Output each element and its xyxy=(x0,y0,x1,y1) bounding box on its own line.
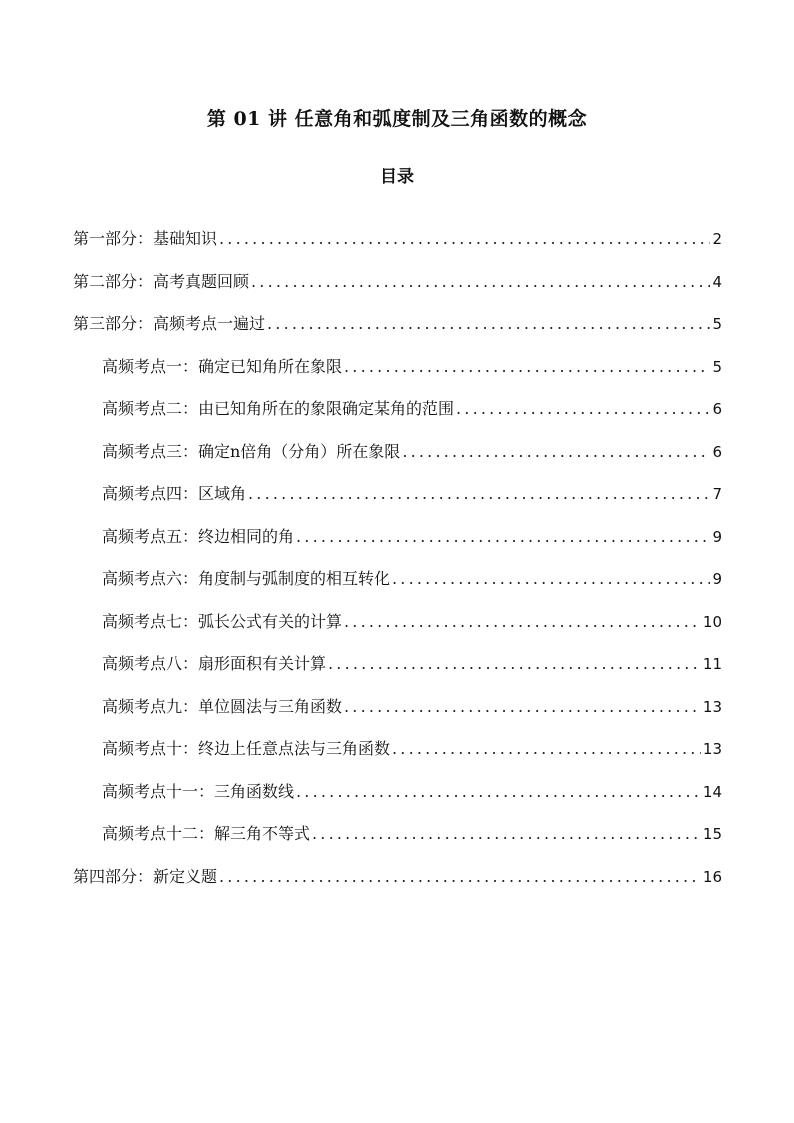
toc-dot-leader xyxy=(219,229,710,248)
toc-entry-page-number: 14 xyxy=(702,782,722,801)
toc-dot-leader xyxy=(392,569,710,588)
toc-entry-label: 高频考点五：终边相同的角 xyxy=(102,526,295,546)
toc-entry-page-number: 6 xyxy=(712,442,722,461)
toc-dot-leader xyxy=(402,442,710,461)
toc-entry-label: 高频考点七：弧长公式有关的计算 xyxy=(102,611,343,631)
toc-entry-page-number: 4 xyxy=(712,272,722,291)
toc-dot-leader xyxy=(219,867,701,886)
toc-dot-leader xyxy=(456,399,710,418)
toc-entry-page-number: 13 xyxy=(702,740,722,758)
toc-entry[interactable] xyxy=(0,269,794,312)
toc-entry[interactable] xyxy=(0,311,794,354)
toc-entry-label: 高频考点二：由已知角所在的象限确定某角的范围 xyxy=(102,399,455,418)
toc-heading: 目录 xyxy=(380,167,414,187)
toc-entry-page-number: 2 xyxy=(712,230,722,248)
toc-dot-leader xyxy=(328,654,701,673)
toc-entry-page-number: 11 xyxy=(702,655,722,673)
toc-subentry[interactable] xyxy=(0,439,794,482)
toc-entry[interactable] xyxy=(0,864,794,907)
toc-subentry[interactable] xyxy=(0,821,794,864)
toc-dot-leader xyxy=(248,484,710,503)
toc-entry-label: 第三部分：高频考点一遍过 xyxy=(73,314,266,333)
toc-entry-page-number: 10 xyxy=(702,612,722,631)
toc-dot-leader xyxy=(267,314,710,333)
toc-entry-label: 高频考点一：确定已知角所在象限 xyxy=(102,356,343,376)
toc-entry-label: 第一部分：基础知识 xyxy=(73,229,218,248)
table-of-contents xyxy=(0,226,794,906)
toc-dot-leader xyxy=(344,697,701,716)
toc-dot-leader xyxy=(296,782,701,801)
toc-subentry[interactable] xyxy=(0,736,794,779)
toc-subentry[interactable] xyxy=(0,524,794,567)
toc-entry[interactable] xyxy=(0,226,794,269)
toc-entry-label: 第二部分：高考真题回顾 xyxy=(73,271,250,291)
toc-entry-label: 高频考点十一：三角函数线 xyxy=(102,781,295,801)
toc-subentry[interactable] xyxy=(0,609,794,652)
toc-entry-page-number: 5 xyxy=(712,357,722,376)
toc-subentry[interactable] xyxy=(0,396,794,439)
toc-subentry[interactable] xyxy=(0,566,794,609)
toc-entry-label: 高频考点六：角度制与弧制度的相互转化 xyxy=(102,569,391,588)
toc-entry-page-number: 13 xyxy=(702,697,722,716)
toc-entry-label: 高频考点三：确定n倍角（分角）所在象限 xyxy=(102,441,401,461)
toc-dot-leader xyxy=(392,739,701,758)
toc-subentry[interactable] xyxy=(0,779,794,822)
toc-entry-label: 第四部分：新定义题 xyxy=(73,866,218,886)
toc-entry-label: 高频考点九：单位圆法与三角函数 xyxy=(102,696,343,716)
toc-entry-page-number: 16 xyxy=(702,867,722,886)
toc-subentry[interactable] xyxy=(0,651,794,694)
toc-entry-page-number: 15 xyxy=(702,825,722,843)
toc-entry-page-number: 7 xyxy=(712,485,722,503)
toc-entry-label: 高频考点十二：解三角不等式 xyxy=(102,824,311,843)
toc-dot-leader xyxy=(344,357,710,376)
toc-dot-leader xyxy=(251,272,710,291)
toc-subentry[interactable] xyxy=(0,354,794,397)
toc-dot-leader xyxy=(296,527,710,546)
toc-subentry[interactable] xyxy=(0,694,794,737)
document-title: 第 01 讲 任意角和弧度制及三角函数的概念 xyxy=(206,108,588,130)
toc-subentry[interactable] xyxy=(0,481,794,524)
toc-dot-leader xyxy=(312,824,701,843)
toc-entry-page-number: 9 xyxy=(712,570,722,588)
toc-entry-page-number: 5 xyxy=(712,315,722,333)
toc-entry-label: 高频考点四：区域角 xyxy=(102,484,247,503)
toc-entry-page-number: 6 xyxy=(712,400,722,418)
toc-dot-leader xyxy=(344,612,701,631)
toc-entry-label: 高频考点八：扇形面积有关计算 xyxy=(102,654,327,673)
toc-entry-label: 高频考点十：终边上任意点法与三角函数 xyxy=(102,739,391,758)
toc-entry-page-number: 9 xyxy=(712,527,722,546)
